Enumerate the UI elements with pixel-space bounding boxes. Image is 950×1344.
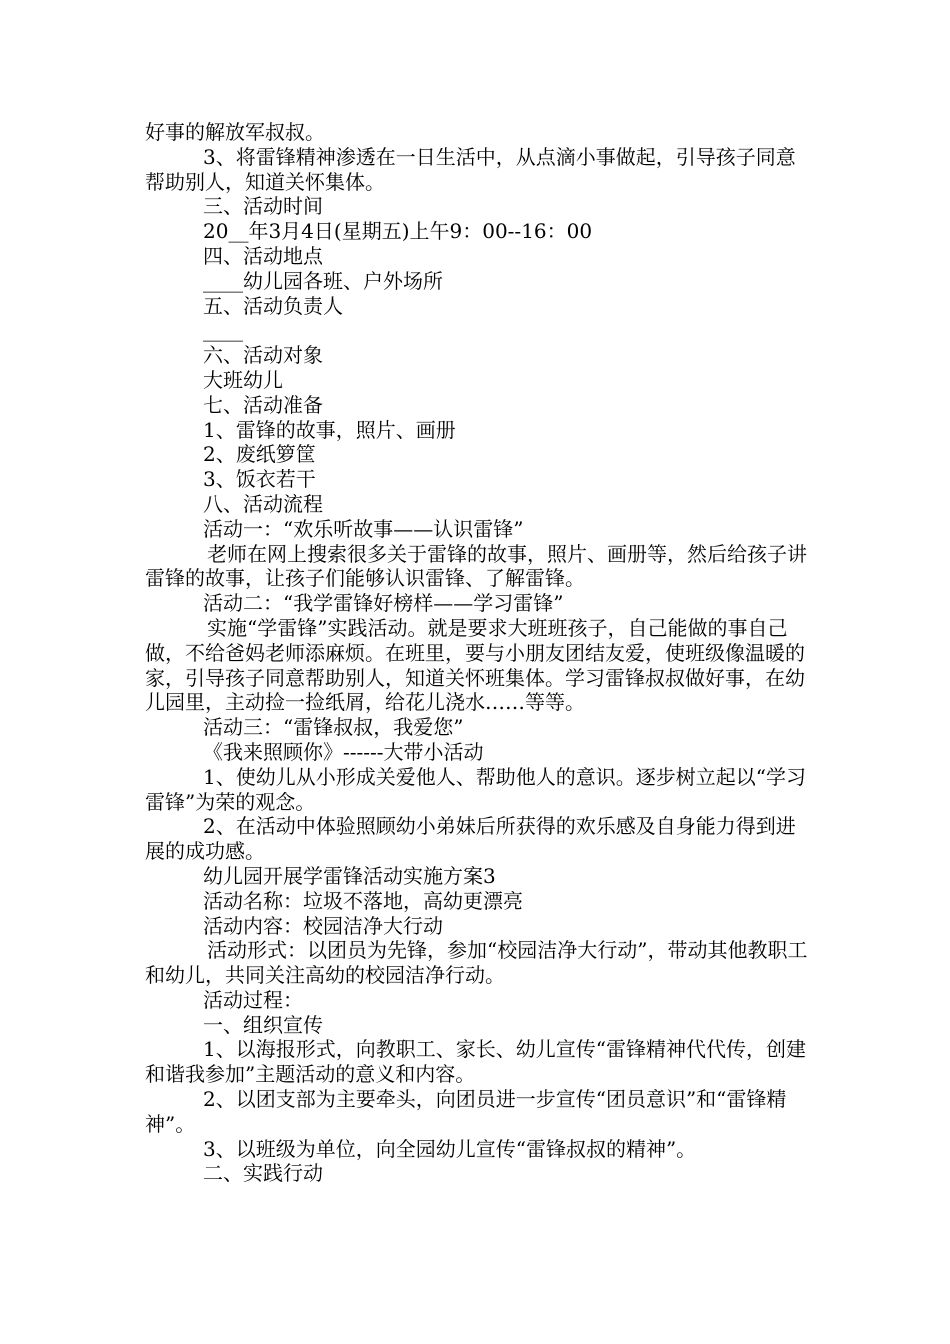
activity-title: 活动二：“我学雷锋好榜样——学习雷锋”: [203, 591, 564, 616]
paragraph: 20__年3月4日(星期五)上午9：00--16：00: [203, 219, 593, 244]
section-heading: 一、组织宣传: [203, 1012, 323, 1037]
list-item: 2、在活动中体验照顾幼小弟妹后所获得的欢乐感及自身能力得到进展的成功感。: [145, 814, 796, 864]
document-body: [145, 120, 810, 1186]
paragraph: ____: [203, 318, 243, 343]
list-item: 2、以团支部为主要牵头，向团员进一步宣传“团员意识”和“雷锋精神”。: [145, 1087, 787, 1136]
paragraph: 好事的解放军叔叔。: [145, 120, 325, 144]
section-heading: 二、实践行动: [203, 1161, 323, 1186]
list-item: 2、废纸箩筐: [203, 442, 316, 467]
list-item: 1、雷锋的故事，照片、画册: [203, 417, 456, 442]
paragraph: ____幼儿园各班、户外场所: [203, 268, 443, 293]
paragraph: 活动过程：: [203, 987, 303, 1012]
section-heading: 六、活动对象: [203, 343, 323, 368]
activity-title: 活动一：“欢乐听故事——认识雷锋”: [203, 516, 524, 541]
section-heading: 三、活动时间: [203, 194, 323, 219]
paragraph: 活动形式：以团员为先锋，参加“校园洁净大行动”，带动其他教职工和幼儿，共同关注高幼的校园洁净行动。: [145, 938, 808, 988]
paragraph: 《我来照顾你》------大带小活动: [203, 739, 484, 764]
list-item: 1、使幼儿从小形成关爱他人、帮助他人的意识。逐步树立起以“学习雷锋”为荣的观念。: [145, 764, 806, 814]
paragraph: 大班幼儿: [203, 367, 283, 392]
activity-title: 活动三：“雷锋叔叔，我爱您”: [203, 715, 464, 740]
list-item: 3、饭衣若干: [203, 467, 316, 492]
list-item: 3、以班级为单位，向全园幼儿宣传“雷锋叔叔的精神”。: [203, 1136, 697, 1161]
list-item: 1、以海报形式，向教职工、家长、幼儿宣传“雷锋精神代代传，创建和谐我参加”主题活动的意义和内容。: [145, 1037, 806, 1087]
section-heading: 七、活动准备: [203, 392, 323, 417]
paragraph: 老师在网上搜索很多关于雷锋的故事，照片、画册等，然后给孩子讲雷锋的故事，让孩子们能够认识雷锋、了解雷锋。: [145, 541, 807, 591]
section-heading: 五、活动负责人: [203, 293, 343, 318]
paragraph: 活动名称：垃圾不落地，高幼更漂亮: [203, 888, 523, 913]
paragraph: 实施“学雷锋”实践活动。就是要求大班班孩子，自己能做的事自己做，不给爸妈老师添麻烦。在班里，要与小朋友团结友爱，使班级像温暖的家，引导孩子同意帮助别人，知道关怀班集体。学习雷锋叔叔做好事，在幼儿园里，主动捡一捡纸屑，给花儿浇水……等等。: [145, 615, 805, 715]
section-heading: 八、活动流程: [203, 491, 323, 516]
paragraph: 3、将雷锋精神渗透在一日生活中，从点滴小事做起，引导孩子同意帮助别人，知道关怀集体。: [145, 144, 796, 194]
document-subtitle: 幼儿园开展学雷锋活动实施方案3: [203, 863, 496, 888]
section-heading: 四、活动地点: [203, 243, 323, 268]
paragraph: 活动内容：校园洁净大行动: [203, 913, 443, 938]
